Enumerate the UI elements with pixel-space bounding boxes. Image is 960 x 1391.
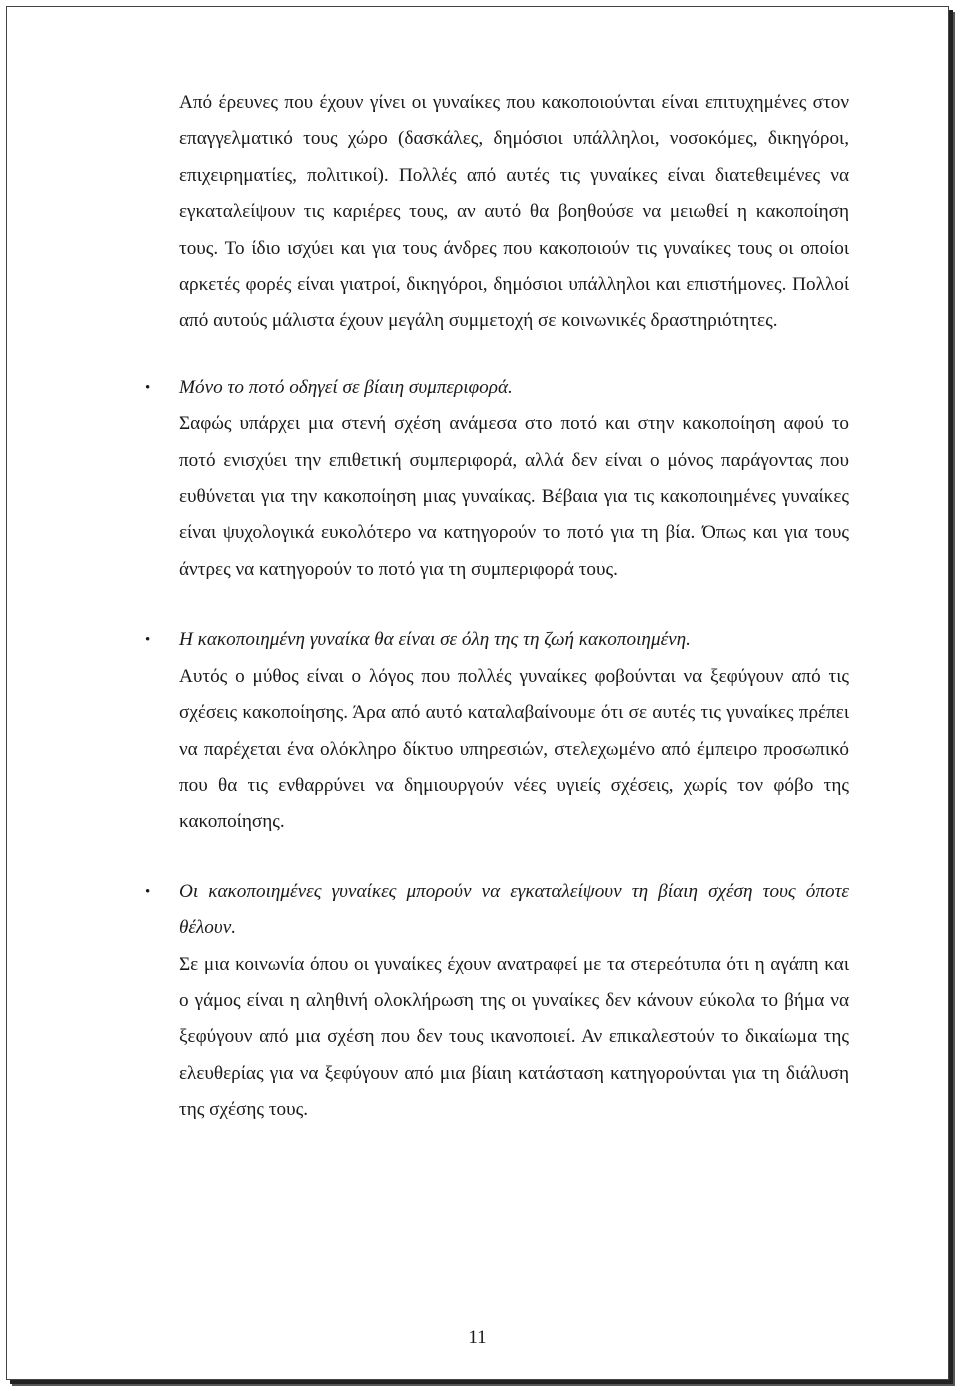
bullet-text: Η κακοποιημένη γυναίκα θα είναι σε όλη της τη ζωή κακοποιημένη. <box>179 629 691 651</box>
section-alcohol-myth <box>145 370 849 588</box>
page-number: 11 <box>468 1327 487 1348</box>
intro-paragraph: Από έρευνες που έχουν γίνει οι γυναίκες που κακοποιούνται είναι επιτυχημένες στον επαγγελματικό τους χώρο (δασκάλες, δημόσιοι υπάλληλοι, νοσοκόμες, δικηγόροι, επιχειρηματίες, πολιτικοί). Πολλές από αυτές τις γυναίκες είναι διατεθειμένες να εγκαταλείψουν τις καριέρες τους, αν αυτό θα βοηθούσε να μειωθεί η κακοποίηση τους. Το ίδιο ισχύει και για τους άνδρες που κακοποιούν τις γυναίκες τους οι οποίοι αρκετές φορές είναι γιατροί, δικηγόροι, δημόσιοι υπάλληλοι και επιστήμονες. Πολλοί από αυτούς μάλιστα έχουν μεγάλη συμμετοχή σε κοινωνικές δραστηριότητες. <box>179 92 849 332</box>
bullet-icon: • <box>145 883 151 900</box>
bullet-heading <box>145 874 849 947</box>
bullet-text: Μόνο το ποτό οδηγεί σε βίαιη συμπεριφορά. <box>179 376 513 398</box>
section-leave-anytime-myth <box>145 874 849 1129</box>
bullet-heading <box>145 370 849 406</box>
document-page <box>6 6 949 1380</box>
section-body: Σαφώς υπάρχει μια στενή σχέση ανάμεσα στο ποτό και στην κακοποίηση αφού το ποτό ενισχύει την επιθετική συμπεριφορά, αλλά δεν είναι ο μόνος παράγοντας που ευθύνεται για την κακοποίηση μιας γυναίκας. Βέβαια για τις κακοποιημένες γυναίκες είναι ψυχολογικά ευκολότερο να κατηγορούν το ποτό για τη βία. Όπως και για τους άντρες να κατηγορούν το ποτό για τη συμπεριφορά τους. <box>179 413 849 580</box>
bullet-heading <box>145 622 849 658</box>
bullet-text: Οι κακοποιημένες γυναίκες μπορούν να εγκαταλείψουν τη βίαιη σχέση τους όποτε θέλουν. <box>179 880 849 939</box>
section-lifelong-abuse-myth <box>145 622 849 840</box>
bullet-icon: • <box>145 632 151 649</box>
page-content <box>145 85 849 1129</box>
bullet-icon: • <box>145 379 151 396</box>
section-body: Αυτός ο μύθος είναι ο λόγος που πολλές γυναίκες φοβούνται να ξεφύγουν από τις σχέσεις κακοποίησης. Άρα από αυτό καταλαβαίνουμε ότι σε αυτές τις γυναίκες πρέπει να παρέχεται ένα ολόκληρο δίκτυο υπηρεσιών, στελεχωμένο από έμπειρο προσωπικό που θα τις ενθαρρύνει να δημιουργούν νέες υγιείς σχέσεις, χωρίς τον φόβο της κακοποίησης. <box>179 665 849 833</box>
section-body: Σε μια κοινωνία όπου οι γυναίκες έχουν ανατραφεί με τα στερεότυπα ότι η αγάπη και ο γάμος είναι η αληθινή ολοκλήρωση της οι γυναίκες δεν κάνουν εύκολα το βήμα να ξεφύγουν από μια σχέση που δεν τους ικανοποιεί. Αν επικαλεστούν το δικαίωμα της ελευθερίας για να ξεφύγουν από μια βίαιη κατάσταση κατηγορούνται για τη διάλυση της σχέσης τους. <box>179 953 849 1121</box>
